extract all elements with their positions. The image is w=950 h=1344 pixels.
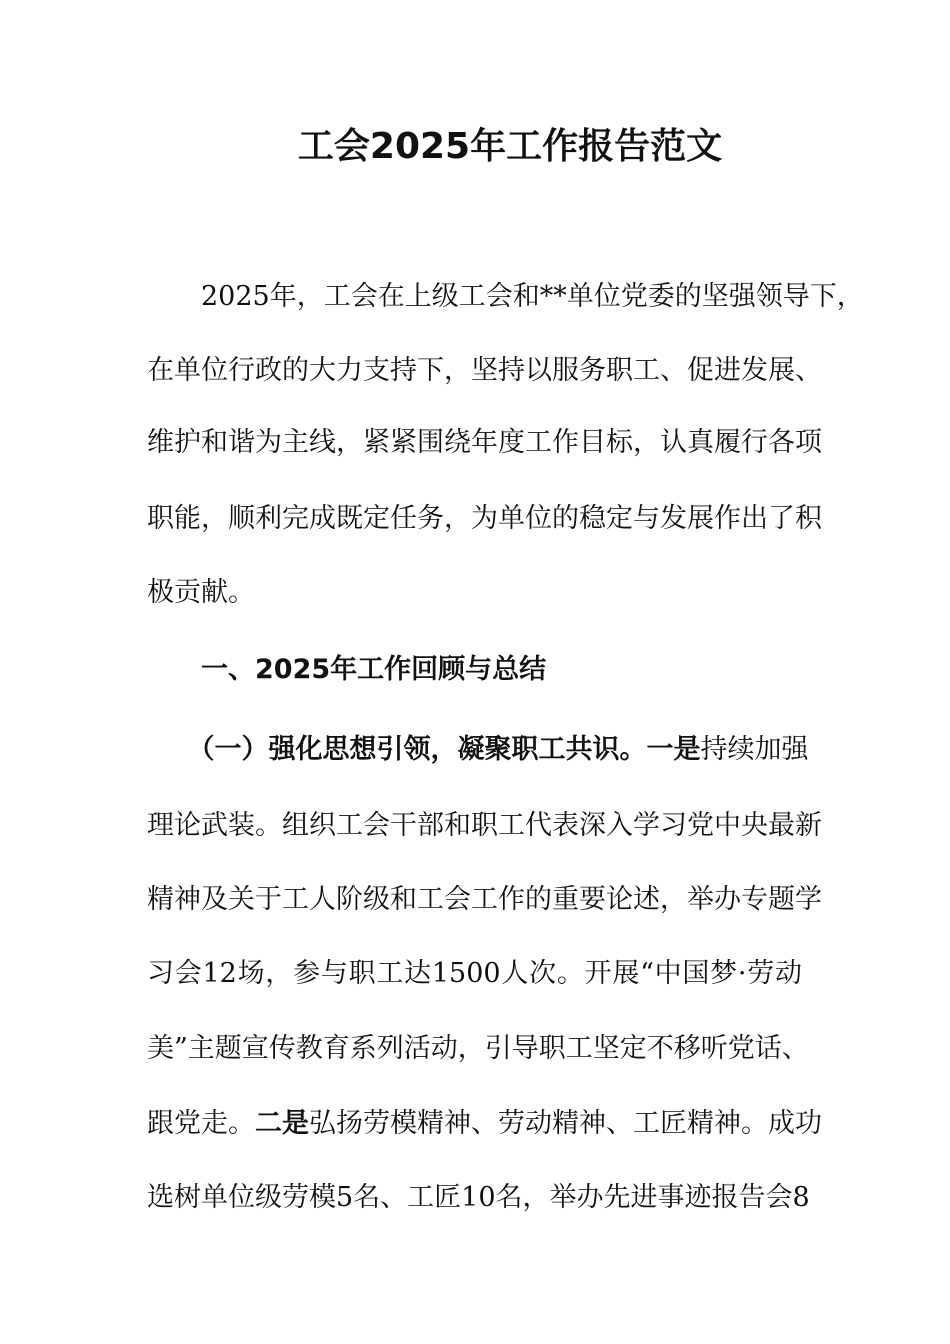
paragraph-line	[147, 423, 822, 463]
paragraph-line	[147, 1029, 809, 1069]
bold-text: （一）强化思想引领，凝聚职工共识。一是	[147, 734, 701, 765]
paragraph-line	[147, 730, 809, 770]
paragraph-line	[147, 277, 864, 317]
bold-text: 二是	[255, 1108, 309, 1139]
text: 美”主题宣传教育系列活动，引导职工坚定不移听党话、	[147, 1033, 809, 1064]
text: 选树单位级劳模5名、工匠10名，举办先进事迹报告会8	[147, 1182, 810, 1213]
section-heading	[147, 650, 802, 690]
paragraph-line	[147, 573, 802, 613]
text: 维护和谐为主线，紧紧围绕年度工作目标，认真履行各项	[147, 427, 822, 458]
text: 持续加强	[700, 734, 809, 765]
text: 理论武装。组织工会干部和职工代表深入学习党中央最新	[147, 810, 822, 841]
text: 在单位行政的大力支持下，坚持以服务职工、促进发展、	[147, 355, 822, 386]
text: 跟党走。	[147, 1108, 255, 1139]
paragraph-line	[147, 499, 822, 539]
text: 精神及关于工人阶级和工会工作的重要论述，举办专题学	[147, 884, 822, 915]
paragraph-line	[147, 1104, 822, 1144]
text: 职能，顺利完成既定任务，为单位的稳定与发展作出了积	[147, 503, 822, 534]
paragraph-line	[147, 1178, 810, 1218]
paragraph-line	[147, 806, 822, 846]
text: 习会12场，参与职工达1500人次。开展“中国梦·劳动	[147, 958, 802, 989]
paragraph-line	[147, 954, 802, 994]
paragraph-line	[147, 351, 822, 391]
text: 极贡献。	[147, 577, 255, 608]
bold-text: 一、2025年工作回顾与总结	[147, 654, 547, 685]
paragraph-line	[147, 880, 822, 920]
text: 弘扬劳模精神、劳动精神、工匠精神。成功	[309, 1108, 822, 1139]
text: 2025年，工会在上级工会和**单位党委的坚强领导下，	[147, 281, 864, 312]
document-title: 工会2025年工作报告范文	[297, 126, 723, 167]
